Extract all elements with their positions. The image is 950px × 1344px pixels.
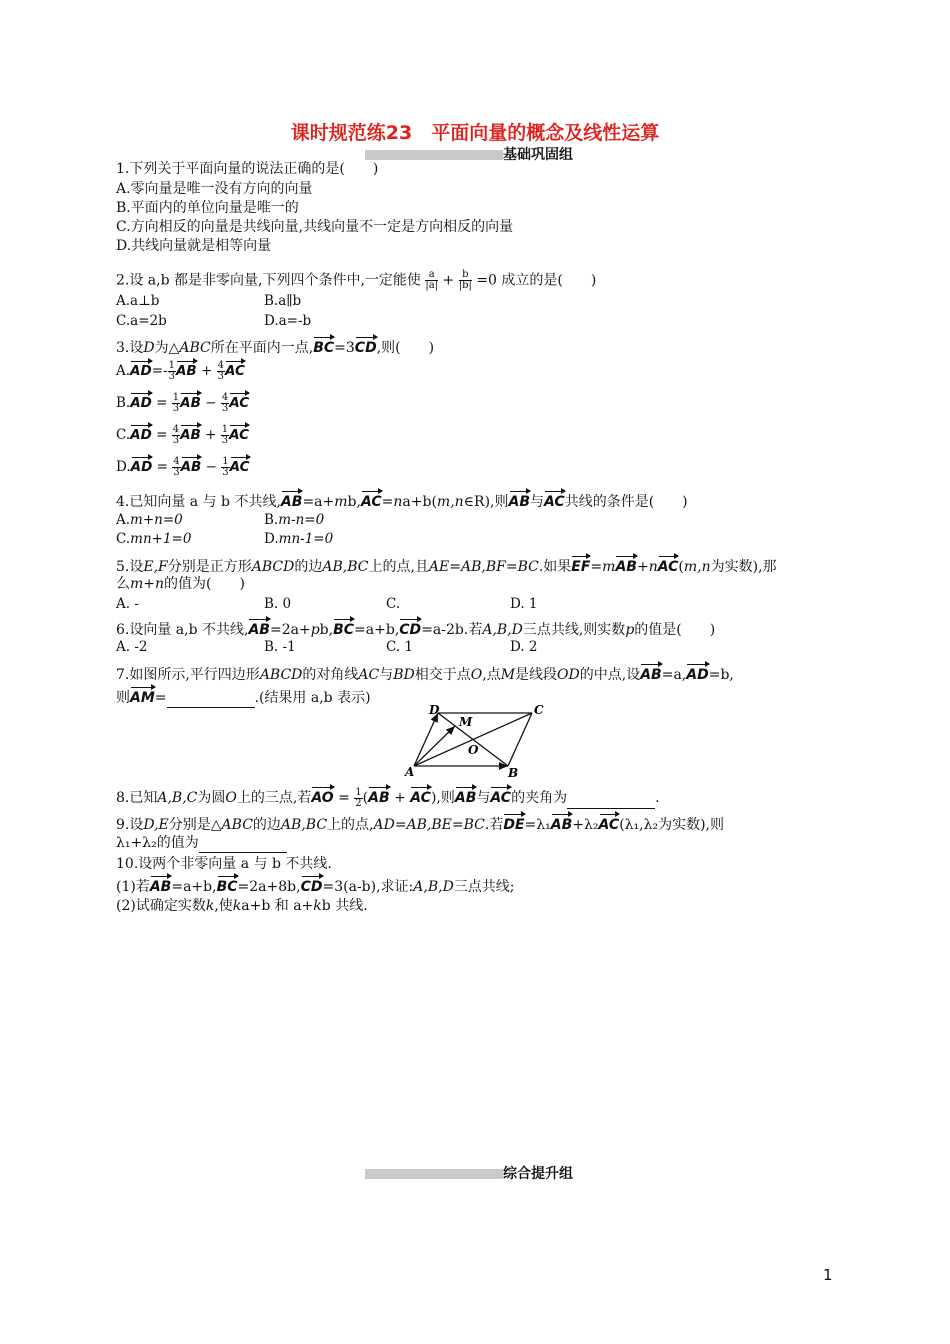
segment-am xyxy=(414,726,455,766)
question-3-stem: 3.设D为△ABC所在平面内一点,BC=3CD,则( ) xyxy=(116,336,434,358)
label-c: C xyxy=(534,703,544,717)
question-1-option-c: C.方向相反的向量是共线向量,共线向量不一定是方向相反的向量 xyxy=(116,219,514,235)
question-3-option-c: C.AD = $\frac{4}{3}$ AB + $\frac{1}{3}$ AC xyxy=(116,424,250,446)
question-10-stem: 10.设两个非零向量 a 与 b 不共线. xyxy=(116,856,332,872)
question-9-stem-line2: λ₁+λ₂的值为 xyxy=(116,834,287,853)
question-3-option-b: B.AD = $\frac{1}{3}$ AB − $\frac{4}{3}$ AC xyxy=(116,392,250,414)
question-5-stem-line1: 5.设E,F分别是正方形ABCD的边AB,BC上的点,且AE=AB,BF=BC.如果EF=mAB+nAC(m,n为实数),那 xyxy=(116,555,777,577)
question-9-stem-line1: 9.设D,E分别是△ABC的边AB,BC上的点,AD=AB,BE=BC.若DE=λ₁AB+λ₂AC(λ₁,λ₂为实数),则 xyxy=(116,813,724,835)
page-title: 课时规范练23 平面向量的概念及线性运算 xyxy=(290,122,660,144)
question-6-option-c: C. 1 xyxy=(386,639,414,655)
question-6-option-a: A. -2 xyxy=(116,639,148,655)
frac-b-over-norm: $\frac{b}{|b|}$ xyxy=(458,269,472,291)
vector-bc: BC xyxy=(313,336,334,358)
question-2-stem: 2.设 a,b 都是非零向量,下列四个条件中,一定能使 $\frac{a}{|a|}$ + $\frac{b}{|b|}$ =0 成立的是( ) xyxy=(116,269,597,291)
question-1-option-a: A.零向量是唯一没有方向的向量 xyxy=(116,181,313,197)
label-b: B xyxy=(508,766,519,780)
question-5-option-d: D. 1 xyxy=(510,596,538,612)
question-4-option-a: A.m+n=0 xyxy=(116,512,183,528)
question-7-stem-line2: 则AM= .(结果用 a,b 表示) xyxy=(116,686,371,708)
question-1-option-d: D.共线向量就是相等向量 xyxy=(116,238,272,254)
question-1-stem: 1.下列关于平面向量的说法正确的是( ) xyxy=(116,161,379,177)
answer-blank[interactable] xyxy=(199,838,287,853)
q2-suffix: =0 成立的是( ) xyxy=(476,272,597,289)
vector-cd: CD xyxy=(355,336,377,358)
question-10-part-2: (2)试确定实数k,使ka+b 和 a+kb 共线. xyxy=(116,898,368,914)
question-3-option-d: D.AD = $\frac{4}{3}$ AB − $\frac{1}{3}$ AC xyxy=(116,456,250,478)
page-number: 1 xyxy=(823,1266,833,1284)
section-bar xyxy=(365,1169,503,1179)
label-o: O xyxy=(468,743,479,757)
label-d: D xyxy=(429,703,440,717)
question-5-option-a: A. - xyxy=(116,596,139,612)
question-5-stem-line2: 么m+n的值为( ) xyxy=(116,576,245,592)
question-10-part-1: (1)若AB=a+b,BC=2a+8b,CD=3(a-b),求证:A,B,D三点共线; xyxy=(116,875,515,897)
question-7-stem-line1: 7.如图所示,平行四边形ABCD的对角线AC与BD相交于点O,点M是线段OD的中点,设AB=a,AD=b, xyxy=(116,663,734,685)
question-6-option-d: D. 2 xyxy=(510,639,538,655)
answer-blank[interactable] xyxy=(167,693,255,708)
question-6-option-b: B. -1 xyxy=(264,639,296,655)
edge-bc xyxy=(508,713,532,766)
question-4-option-c: C.mn+1=0 xyxy=(116,531,192,547)
question-2-option-a: A.a⊥b xyxy=(116,293,160,309)
label-m: M xyxy=(459,715,473,729)
parallelogram-figure xyxy=(400,702,560,780)
question-8-stem: 8.已知A,B,C为圆O上的三点,若AO = $\frac{1}{2}$ (AB + AC),则AB与AC的夹角为 . xyxy=(116,786,660,809)
question-2-option-d: D.a=-b xyxy=(264,313,312,329)
question-5-option-c: C. xyxy=(386,596,401,612)
question-1-option-b: B.平面内的单位向量是唯一的 xyxy=(116,200,299,216)
question-2-option-c: C.a=2b xyxy=(116,313,167,329)
question-4-option-b: B.m-n=0 xyxy=(264,512,325,528)
frac-a-over-norm: $\frac{a}{|a|}$ xyxy=(425,269,439,291)
diagonal-bd xyxy=(438,713,508,766)
q2-prefix: 2.设 a,b 都是非零向量,下列四个条件中,一定能使 xyxy=(116,272,421,289)
section-bar xyxy=(365,150,503,160)
question-4-stem: 4.已知向量 a 与 b 不共线,AB=a+mb,AC=na+b(m,n∈R),则AB与AC共线的条件是( ) xyxy=(116,490,688,512)
label-a: A xyxy=(405,765,415,779)
question-2-option-b: B.a∥b xyxy=(264,293,302,309)
section-label: 基础巩固组 xyxy=(503,147,573,163)
question-6-stem: 6.设向量 a,b 不共线,AB=2a+pb,BC=a+b,CD=a-2b.若A,B,D三点共线,则实数p的值是( ) xyxy=(116,618,715,640)
question-4-option-d: D.mn-1=0 xyxy=(264,531,334,547)
question-3-option-a: A.AD=- $\frac{1}{3}$ AB + $\frac{4}{3}$ AC xyxy=(116,360,245,382)
answer-blank[interactable] xyxy=(567,794,655,809)
question-5-option-b: B. 0 xyxy=(264,596,292,612)
edge-ad xyxy=(414,713,438,766)
section-label: 综合提升组 xyxy=(503,1166,573,1182)
